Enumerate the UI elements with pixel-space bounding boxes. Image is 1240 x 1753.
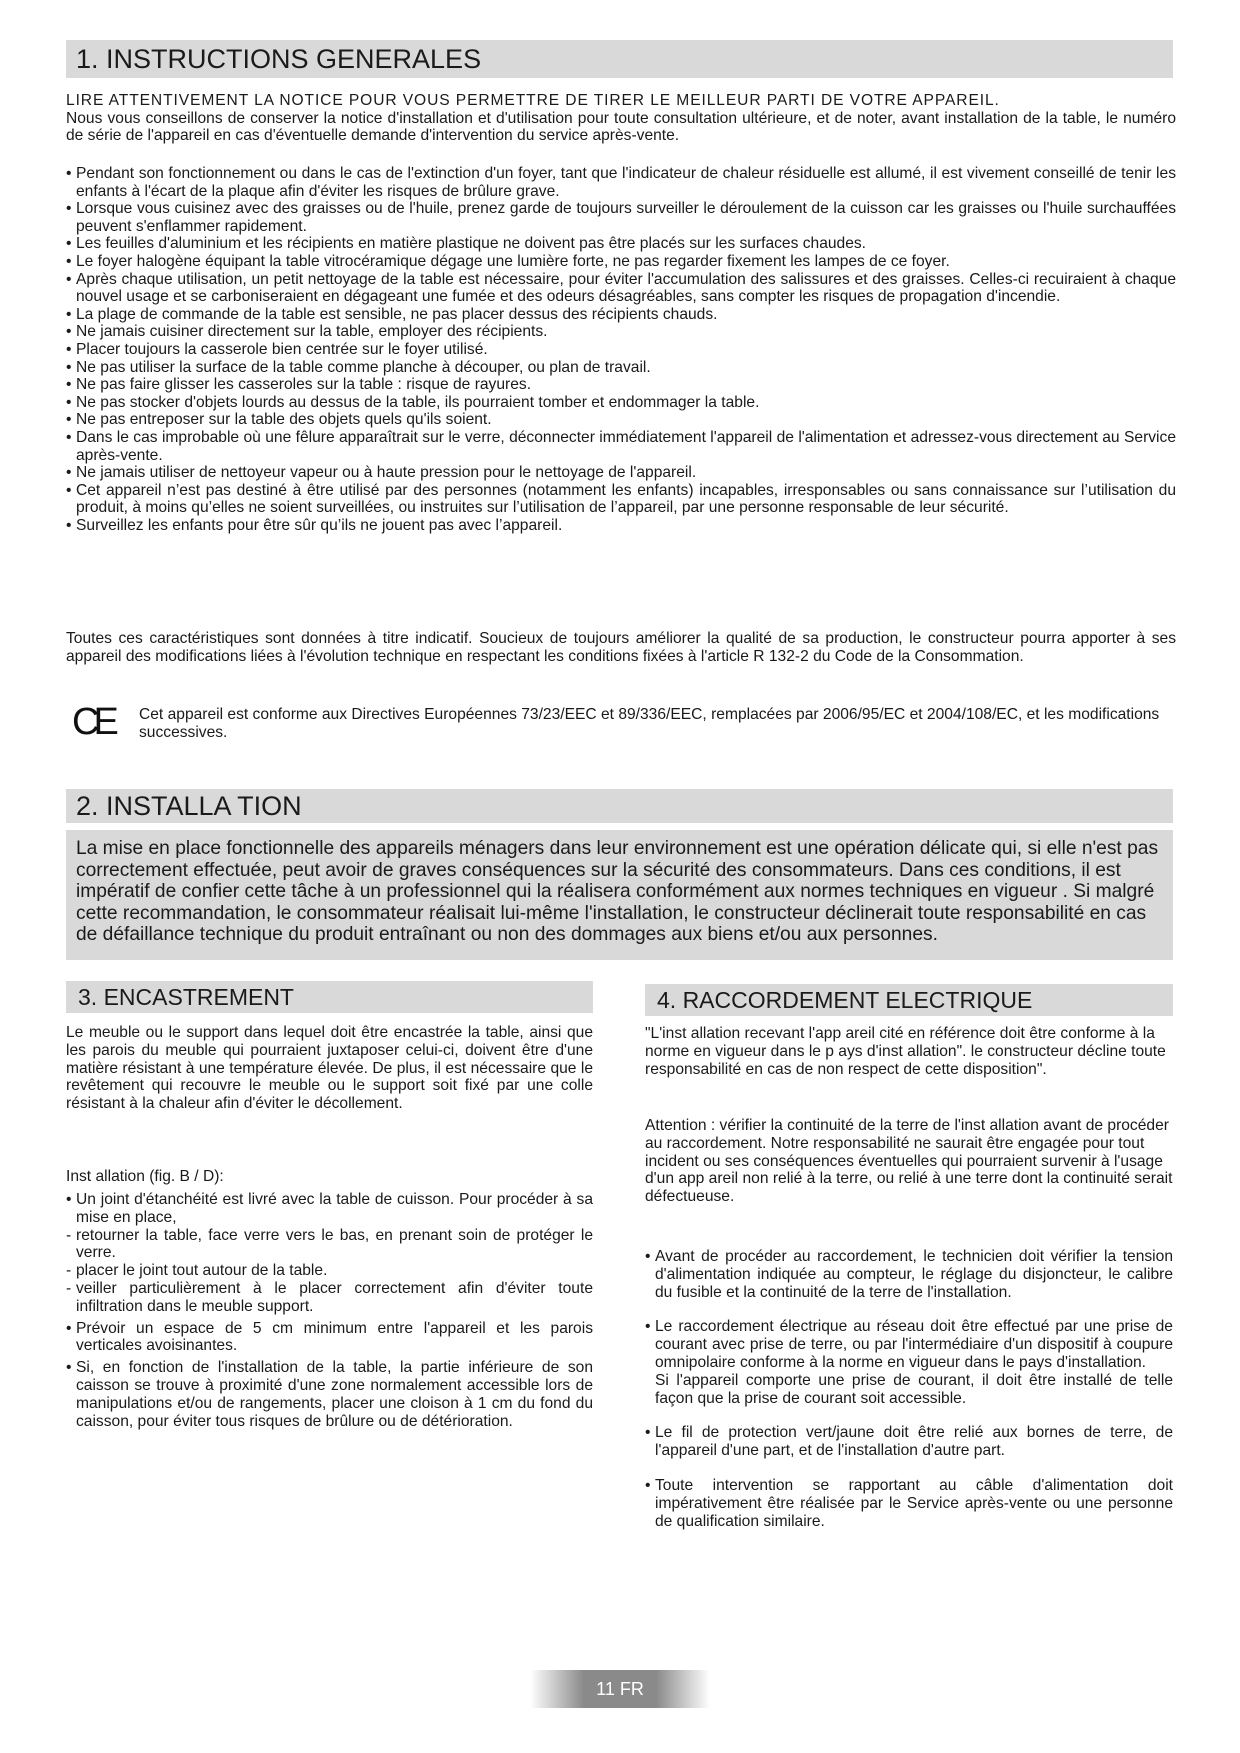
list-item: • Après chaque utilisation, un petit nettoyage de la table est nécessaire, pour éviter l'accumulation des salissures et des graisses. Celles-ci recuiraient à chaque nouvel usage et se carboniseraient en dégageant une fumée et des odeurs désagréables, sans compter les risques de propagation d'incendie.: [66, 270, 1176, 306]
list-item: • Lorsque vous cuisinez avec des graisses ou de l'huile, prenez garde de toujours surveiller le déroulement de la cuisson car les graisses ou l'huile surchauffées peuvent s'enflammer rapidement.: [66, 200, 1176, 235]
section-2-title: 2. INSTALLA TION: [66, 789, 1173, 823]
list-item: - retourner la table, face verre vers le bas, en prenant soin de protéger le verre.: [66, 1226, 593, 1262]
section-3-title: 3. ENCASTREMENT: [66, 981, 593, 1013]
list-item: • Ne pas utiliser la surface de la table comme planche à découper, ou plan de travail.: [66, 358, 651, 376]
list-item: • Le foyer halogène équipant la table vitrocéramique dégage une lumière forte, ne pas regarder fixement les lampes de ce foyer.: [66, 252, 950, 270]
list-item: • Ne pas faire glisser les casseroles sur la table : risque de rayures.: [66, 376, 532, 394]
list-item: - veiller particulièrement à le placer correctement afin d'éviter toute infiltration dans le meuble support.: [66, 1279, 593, 1315]
encastrement-paragraph: Le meuble ou le support dans lequel doit être encastrée la table, ainsi que les parois du meuble qui pourraient juxtaposer celui-ci, doivent être d'une matière résistant à une température élevée. De plus, il est nécessaire que le revêtement qui recouvre le meuble ou le support soit fixé par une colle résistant à la chaleur afin d'éviter le décollement.: [66, 1024, 593, 1113]
page-number-badge: [530, 1670, 710, 1708]
list-item: • Pendant son fonctionnement ou dans le cas de l'extinction d'un foyer, tant que l'indicateur de chaleur résiduelle est allumé, il est vivement conseillé de tenir les enfants à l'écart de la plaque afin d'éviter les risques de brûlure grave.: [66, 165, 1176, 200]
list-item: • Ne jamais utiliser de nettoyeur vapeur ou à haute pression pour le nettoyage de l'appareil.: [66, 464, 697, 482]
list-item: • Dans le cas improbable où une fêlure apparaîtrait sur le verre, déconnecter immédiatement l'appareil de l'alimentation et adressez-vous directement au Service après-vente.: [66, 428, 1176, 464]
list-item: • Prévoir un espace de 5 cm minimum entre l'appareil et les parois verticales avoisinantes.: [66, 1319, 593, 1355]
list-item: • La plage de commande de la table est sensible, ne pas placer dessus des récipients chauds.: [66, 305, 718, 323]
list-item: • Placer toujours la casserole bien centrée sur le foyer utilisé.: [66, 340, 488, 358]
list-item: • Toute intervention se rapportant au câble d'alimentation doit impérativement être réalisée par le Service après-vente ou une personne de qualification similaire.: [645, 1476, 1173, 1530]
ce-mark-icon: CE: [72, 701, 113, 743]
list-item: • Surveillez les enfants pour être sûr qu’ils ne jouent pas avec l’appareil.: [66, 516, 563, 534]
installation-steps: [66, 1191, 593, 1430]
list-item: • Ne jamais cuisiner directement sur la table, employer des récipients.: [66, 323, 548, 341]
earth-warning: Attention : vérifier la continuité de la terre de l'inst allation avant de procéder au raccordement. Notre responsabilité ne saurait être engagée pour tout incident ou ses conséquences éventuelles qui pourraient survenir à l'usage d'un app areil non relié à la terre, ou relié à une terre dont la continuité serait défectueuse.: [645, 1117, 1173, 1206]
list-item: • Les feuilles d'aluminium et les récipients en matière plastique ne doivent pas être placés sur les surfaces chaudes.: [66, 235, 867, 253]
list-item: - placer le joint tout autour de la table.: [66, 1262, 328, 1280]
connection-rules: [645, 1248, 1173, 1530]
list-item: • Ne pas stocker d'objets lourds au dessus de la table, ils pourraient tomber et endommager la table.: [66, 393, 760, 411]
section-4-title: 4. RACCORDEMENT ELECTRIQUE: [645, 984, 1173, 1016]
intro-lead: LIRE ATTENTIVEMENT LA NOTICE POUR VOUS PERMETTRE DE TIRER LE MEILLEUR PARTI DE VOTRE APPAREIL.: [66, 92, 1000, 109]
conformity-statement: Cet appareil est conforme aux Directives Européennes 73/23/EEC et 89/336/EEC, remplacées par 2006/95/EC et 2004/108/EC, et les modifications successives.: [139, 706, 1160, 741]
disclaimer-paragraph: Toutes ces caractéristiques sont données à titre indicatif. Soucieux de toujours améliorer la qualité de sa production, le constructeur pourra apporter à ses appareil des modifications liées à l'évolution technique en respectant les conditions fixées à l'article R 132-2 du Code de la Consommation.: [66, 630, 1176, 665]
list-item: • Le raccordement électrique au réseau doit être effectué par une prise de courant avec prise de terre, ou par l'intermédiaire d'un dispositif à coupure omnipolaire conforme à la norme en vigueur dans le pays d'installation. Si l'appareil comporte une prise de courant, il doit être installé de telle façon que la prise de courant soit accessible.: [645, 1318, 1173, 1407]
installation-notice-text: La mise en place fonctionnelle des appareils ménagers dans leur environnement est une opération délicate qui, si elle n'est pas correctement effectuée, peut avoir de graves conséquences sur la sécurité des consommateurs. Dans ces conditions, il est impératif de confier cette tâche à un professionnel qui la réalisera conformément aux normes techniques en vigueur . Si malgré cette recommandation, le consommateur réalisait lui-même l'installation, le constructeur déclinerait toute responsabilité en cas de défaillance technique du produit entraînant ou non des dommages aux biens et/ou aux personnes.: [76, 838, 1159, 946]
page-number: 11 FR: [596, 1679, 644, 1699]
section-1-title: 1. INSTRUCTIONS GENERALES: [66, 40, 1173, 78]
standards-quote: "L'inst allation recevant l'app areil cité en référence doit être conforme à la norme en vigueur dans le p ays d'inst allation". le constructeur décline toute responsabilité en cas de non respect de cette disposition".: [645, 1025, 1166, 1078]
safety-list: [66, 165, 1176, 534]
intro-paragraph: [66, 92, 1176, 145]
list-item: • Le fil de protection vert/jaune doit être relié aux bornes de terre, de l'appareil d'une part, et de l'installation d'autre part.: [645, 1424, 1173, 1460]
plug-note: Si l'appareil comporte une prise de courant, il doit être installé de telle façon que la prise de courant soit accessible.: [655, 1371, 1173, 1407]
list-item: • Si, en fonction de l'installation de la table, la partie inférieure de son caisson se trouve à proximité d'une zone normalement accessible lors de manipulations et/ou de rangements, placer une cloison à 1 cm du fond du caisson, pour éviter tous risques de brûlure ou de détérioration.: [66, 1359, 593, 1430]
list-item: • Un joint d'étanchéité est livré avec la table de cuisson. Pour procéder à sa mise en place,: [66, 1191, 593, 1226]
list-item: • Avant de procéder au raccordement, le technicien doit vérifier la tension d'alimentation indiquée au compteur, le réglage du disjoncteur, le calibre du fusible et la continuité de la terre de l'installation.: [645, 1248, 1173, 1301]
list-item: • Ne pas entreposer sur la table des objets quels qu'ils soient.: [66, 411, 492, 429]
installation-label: Inst allation (fig. B / D):: [66, 1168, 224, 1185]
intro-body: Nous vous conseillons de conserver la notice d'installation et d'utilisation pour toute consultation ultérieure, et de noter, avant installation de la table, le numéro de série de l'appareil en cas d'éventuelle demande d'intervention du service après-vente.: [66, 109, 1176, 145]
list-item: • Cet appareil n’est pas destiné à être utilisé par des personnes (notamment les enfants) incapables, irresponsables ou sans connaissance sur l’utilisation du produit, à moins qu’elles ne soient surveillées, ou instruites sur l’utilisation de l’appareil, par une personne responsable de leur sécurité.: [66, 481, 1176, 517]
installation-notice-box: [66, 830, 1173, 960]
